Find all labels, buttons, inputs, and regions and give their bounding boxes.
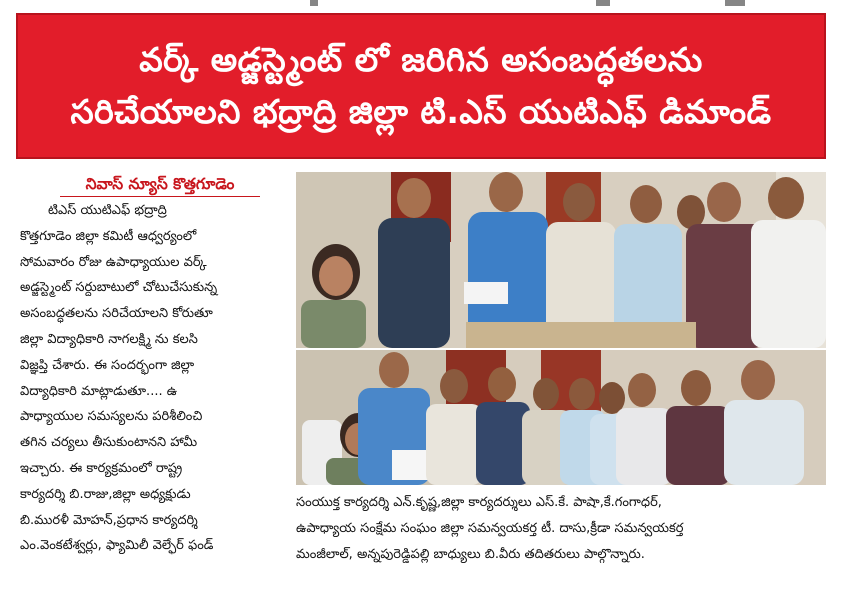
news-photo-bottom <box>296 350 826 485</box>
continuation-line: సంయుక్త కార్యదర్శి ఎన్.కృష్ణ,జిల్లా కార్యదర్శులు ఎస్.కే. పాషా,కే.గంగాధర్, <box>296 495 662 510</box>
body-line: అడ్జస్ట్మెంట్ సర్దుబాటులో చోటుచేసుకున్న <box>20 280 218 296</box>
body-line: తగిన చర్యలు తీసుకుంటానని హామీ <box>20 435 198 451</box>
headline-line-1: వర్క్ అడ్జస్ట్మెంట్ లో జరిగిన అసంబద్ధతలను <box>139 40 703 79</box>
body-line: బి.మురళీ మోహన్,ప్రధాన కార్యదర్శి <box>20 512 198 528</box>
continuation-line: మంజీలాల్, అన్నపురెడ్డిపల్లి బాధ్యులు బి.వీరు తదితరులు పాల్గొన్నారు. <box>296 546 645 562</box>
body-line: అసంబద్ధతలను సరిచేయాలని కోరుతూ <box>20 306 213 322</box>
body-line: కార్యదర్శి బి.రాజు,జిల్లా అధ్యక్షుడు <box>20 486 191 502</box>
article-body <box>20 198 270 559</box>
body-line: ఎం.వెంకటేశ్వర్లు, ఫ్యామిలీ వెల్ఫేర్ ఫండ్ <box>20 538 214 554</box>
top-clipped-strip <box>0 0 854 8</box>
body-line: సోమవారం రోజు ఉపాధ్యాయుల వర్క్ <box>20 254 207 270</box>
news-photo-top <box>296 172 826 348</box>
byline-underline <box>60 196 260 197</box>
byline: నివాస్ న్యూస్ కొత్తగూడెం <box>85 175 235 193</box>
headline-box <box>16 13 826 159</box>
body-line: జిల్లా విద్యాధికారి నాగలక్ష్మి ను కలసి <box>20 331 198 347</box>
body-line: విజ్ఞప్తి చేశారు. ఈ సందర్భంగా జిల్లా <box>20 357 195 373</box>
body-line: కొత్తగూడెం జిల్లా కమిటీ ఆధ్వర్యంలో <box>20 228 197 244</box>
body-line: టిఎస్ యుటిఎఫ్ భద్రాద్రి <box>48 203 167 218</box>
continuation-line: ఉపాధ్యాయ సంక్షేమ సంఘం జిల్లా సమన్వయకర్త టీ. దాసు,క్రీడా సమన్వయకర్త <box>296 520 684 536</box>
body-line: విద్యాధికారి మాట్లాడుతూ.... ఉ <box>20 383 178 399</box>
headline-line-2: సరిచేయాలని భద్రాద్రి జిల్లా టి.ఎస్ యుటిఎఫ్ డిమాండ్ <box>70 92 772 131</box>
article-continuation <box>296 490 828 567</box>
body-line: పాధ్యాయుల సమస్యలను పరిశీలించి <box>20 409 203 425</box>
body-line: ఇచ్చారు. ఈ కార్యక్రమంలో రాష్ట్ర <box>20 460 183 476</box>
